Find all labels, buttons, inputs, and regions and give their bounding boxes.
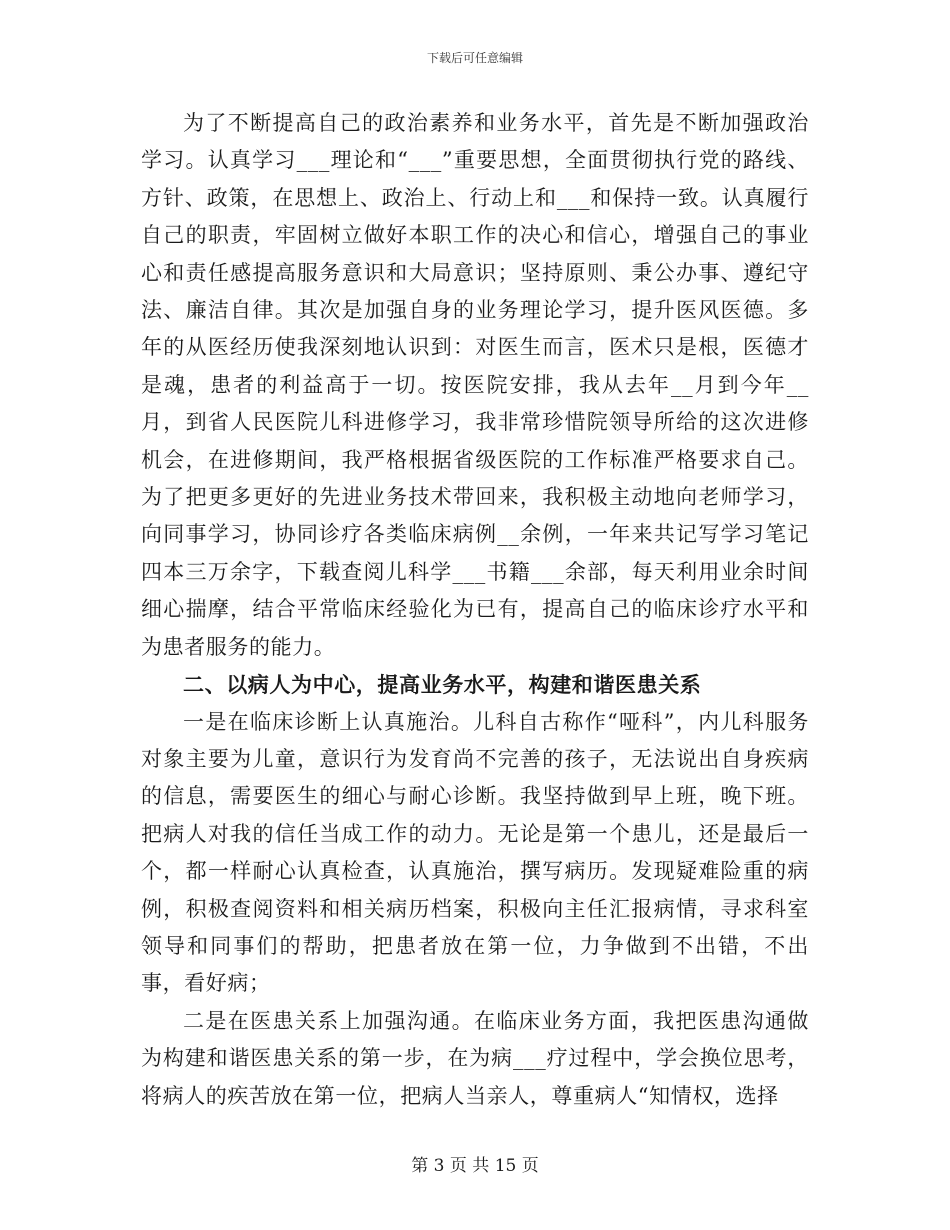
body-paragraph-political-study: 为了不断提高自己的政治素养和业务水平，首先是不断加强政治学习。认真学习___理论和“___”重要思想，全面贯彻执行党的路线、方针、政策，在思想上、政治上、行动上和___和保持一致。认真履行自己的职责，牢固树立做好本职工作的决心和信心，增强自己的事业心和责任感提高服务意识和大局意识；坚持原则、秉公办事、遵纪守法、廉洁自律。其次是加强自身的业务理论学习，提升医风医德。多年的从医经历使我深刻地认识到：对医生而言，医术只是根，医德才是魂，患者的利益高于一切。按医院安排，我从去年__月到今年__月，到省人民医院儿科进修学习，我非常珍惜院领导所给的这次进修机会，在进修期间，我严格根据省级医院的工作标准严格要求自己。为了把更多更好的先进业务技术带回来，我积极主动地向老师学习，向同事学习，协同诊疗各类临床病例__余例，一年来共记写学习笔记四本三万余字，下载查阅儿科学___书籍___余部，每天利用业余时间细心揣摩，结合平常临床经验化为已有，提高自己的临床诊疗水平和为患者服务的能力。 <box>141 111 809 659</box>
page-number: 第 3 页 共 15 页 <box>411 1156 539 1176</box>
page-header: 下载后可任意编辑 <box>426 51 523 65</box>
document-body <box>141 105 809 1115</box>
body-paragraph-doctor-patient-communication: 二是在医患关系上加强沟通。在临床业务方面，我把医患沟通做为构建和谐医患关系的第一步，在为病___疗过程中，学会换位思考，将病人的疾苦放在第一位，把病人当亲人，尊重病人“知情权，选择 <box>141 1008 809 1108</box>
body-paragraph-clinical-diagnosis: 一是在临床诊断上认真施治。儿科自古称作“哑科”，内儿科服务对象主要为儿童，意识行为发育尚不完善的孩子，无法说出自身疾病的信息，需要医生的细心与耐心诊断。我坚持做到早上班，晚下班。把病人对我的信任当成工作的动力。无论是第一个患儿，还是最后一个，都一样耐心认真检查，认真施治，撰写病历。发现疑难险重的病例，积极查阅资料和相关病历档案，积极向主任汇报病情，寻求科室领导和同事们的帮助，把患者放在第一位，力争做到不出错，不出事，看好病； <box>141 709 809 996</box>
section-heading-patient-centered: 二、以病人为中心，提高业务水平，构建和谐医患关系 <box>183 672 702 698</box>
